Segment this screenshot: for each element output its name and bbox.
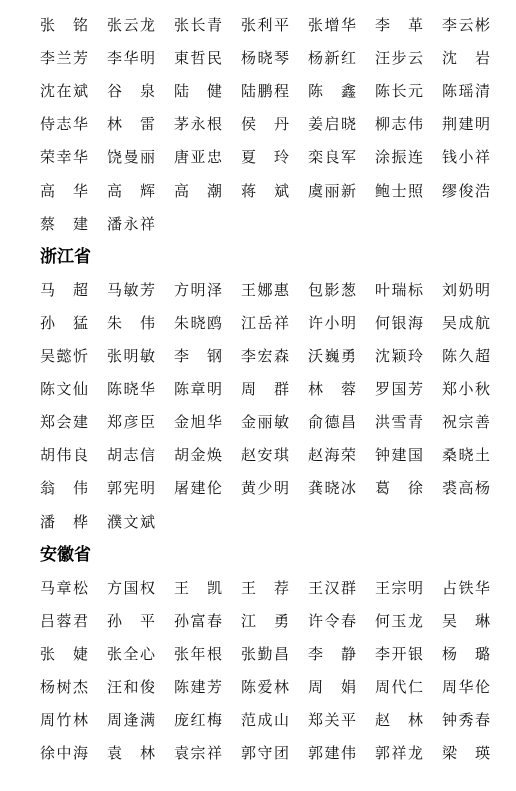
name-row [40, 312, 490, 334]
person-name: 高华 [40, 181, 88, 200]
person-name: 黄少明 [241, 479, 289, 498]
person-name: 孙猛 [40, 313, 88, 332]
name-row [40, 345, 490, 367]
person-name: 张明敏 [107, 347, 155, 365]
person-name: 张增华 [308, 16, 356, 34]
person-name: 金丽敏 [241, 413, 289, 432]
person-name: 陈章明 [174, 380, 222, 399]
person-name: 李华明 [107, 49, 155, 68]
person-name: 李开银 [375, 644, 423, 663]
person-name: 陈瑶清 [442, 82, 490, 101]
person-name: 孙平 [107, 611, 155, 630]
person-name: 夏玲 [241, 148, 289, 167]
person-name: 周娟 [308, 678, 356, 696]
person-name: 周逢满 [107, 711, 155, 730]
person-name: 汪步云 [375, 49, 423, 68]
person-name: 袁林 [107, 744, 155, 763]
person-name: 濮文斌 [107, 512, 155, 531]
person-name: 吴琳 [442, 611, 490, 630]
person-name: 蔡建 [40, 214, 88, 233]
person-name: 许小明 [308, 313, 356, 332]
person-name: 谷泉 [107, 82, 155, 101]
person-name: 徐中海 [40, 744, 88, 763]
person-name: 张全心 [107, 644, 155, 663]
person-name: 荆建明 [442, 115, 490, 134]
name-row [40, 709, 490, 731]
name-row [40, 279, 490, 301]
person-name: 杨璐 [442, 644, 490, 663]
person-name: 马超 [40, 280, 88, 299]
person-name: 吴成航 [442, 313, 490, 332]
person-name: 林雷 [107, 115, 155, 134]
person-name: 钱小祥 [442, 148, 490, 167]
person-name: 龚晓冰 [308, 479, 356, 498]
person-name: 翁伟 [40, 479, 88, 498]
person-name: 俞德昌 [308, 413, 356, 432]
person-name: 饶曼丽 [107, 148, 155, 167]
person-name: 胡金焕 [174, 446, 222, 465]
person-name: 裘高杨 [442, 479, 490, 498]
person-name: 郭祥龙 [375, 744, 423, 763]
person-name: 郑关平 [308, 711, 356, 730]
person-name: 郭守团 [241, 744, 289, 763]
person-name: 王凯 [174, 578, 222, 597]
person-name: 沈岩 [442, 49, 490, 68]
person-name: 陆健 [174, 82, 222, 101]
person-name: 蒋斌 [241, 181, 289, 200]
person-name: 张婕 [40, 644, 88, 663]
name-row [40, 378, 490, 400]
name-row [40, 610, 490, 632]
person-name: 张云龙 [107, 16, 155, 34]
name-row [40, 411, 490, 433]
person-name: 李兰芳 [40, 49, 88, 68]
person-name: 荣幸华 [40, 148, 88, 167]
name-row [40, 213, 490, 235]
person-name: 周华伦 [442, 678, 490, 696]
person-name: 郑会建 [40, 413, 88, 432]
person-name: 周代仁 [375, 678, 423, 696]
person-name: 沃巍勇 [308, 347, 356, 365]
section-heading: 安徽省 [40, 544, 91, 565]
person-name: 唐亚忠 [174, 148, 222, 167]
person-name: 侍志华 [40, 115, 88, 134]
person-name: 潘永祥 [107, 214, 155, 233]
name-row [40, 676, 490, 698]
section-heading: 浙江省 [40, 246, 91, 267]
person-name: 涂振连 [375, 148, 423, 167]
person-name: 陈晓华 [107, 380, 155, 399]
person-name: 鲍士照 [375, 181, 423, 200]
name-row [40, 14, 490, 36]
person-name: 范成山 [241, 711, 289, 730]
person-name: 庞红梅 [174, 711, 222, 730]
person-name: 方国权 [107, 578, 155, 597]
person-name: 袁宗祥 [174, 744, 222, 763]
person-name: 郭建伟 [308, 744, 356, 763]
person-name: 刘奶明 [442, 280, 490, 299]
person-name: 胡志信 [107, 446, 155, 465]
person-name: 赵安琪 [241, 446, 289, 465]
name-row [40, 643, 490, 665]
person-name: 虞丽新 [308, 181, 356, 200]
person-name: 李宏森 [241, 347, 289, 365]
person-name: 张利平 [241, 16, 289, 34]
person-name: 陈久超 [442, 347, 490, 365]
person-name: 屠建伦 [174, 479, 222, 498]
name-row [40, 47, 490, 69]
person-name: 梁瑛 [442, 744, 490, 763]
person-name: 叶瑞标 [375, 280, 423, 299]
person-name: 杨树杰 [40, 678, 88, 696]
person-name: 吕蓉君 [40, 611, 88, 630]
person-name: 占铁华 [442, 578, 490, 597]
name-row [40, 477, 490, 499]
name-row [40, 113, 490, 135]
person-name: 郭宪明 [107, 479, 155, 498]
name-row [40, 80, 490, 102]
person-name: 王荐 [241, 578, 289, 597]
person-name: 王宗明 [375, 578, 423, 597]
person-name: 茅永根 [174, 115, 222, 134]
person-name: 郑彦臣 [107, 413, 155, 432]
person-name: 姜启晓 [308, 115, 356, 134]
person-name: 胡伟良 [40, 446, 88, 465]
person-name: 吴懿忻 [40, 347, 88, 365]
person-name: 沈颖玲 [375, 347, 423, 365]
person-name: 潘桦 [40, 512, 88, 531]
person-name: 東哲民 [174, 49, 222, 68]
name-row [40, 444, 490, 466]
person-name: 缪俊浩 [442, 181, 490, 200]
person-name: 江岳祥 [241, 313, 289, 332]
person-name: 包影葱 [308, 280, 356, 299]
person-name: 葛徐 [375, 479, 423, 498]
person-name: 方明泽 [174, 280, 222, 299]
person-name: 何银海 [375, 313, 423, 332]
person-name: 张长青 [174, 16, 222, 34]
person-name: 李革 [375, 16, 423, 34]
person-name: 陆鹏程 [241, 82, 289, 101]
person-name: 汪和俊 [107, 678, 155, 696]
person-name: 栾良军 [308, 148, 356, 167]
person-name: 朱伟 [107, 313, 155, 332]
name-row [40, 511, 490, 533]
person-name: 周竹林 [40, 711, 88, 730]
name-row [40, 180, 490, 202]
person-name: 江勇 [241, 611, 289, 630]
person-name: 陈建芳 [174, 678, 222, 696]
person-name: 王汉群 [308, 578, 356, 597]
person-name: 许令春 [308, 611, 356, 630]
person-name: 钟建国 [375, 446, 423, 465]
person-name: 罗国芳 [375, 380, 423, 399]
person-name: 张勤昌 [241, 644, 289, 663]
name-row [40, 742, 490, 764]
person-name: 李静 [308, 644, 356, 663]
person-name: 高潮 [174, 181, 222, 200]
person-name: 洪雪青 [375, 413, 423, 432]
person-name: 何玉龙 [375, 611, 423, 630]
person-name: 孙富春 [174, 611, 222, 630]
person-name: 侯丹 [241, 115, 289, 134]
person-name: 周群 [241, 380, 289, 399]
person-name: 陈文仙 [40, 380, 88, 399]
person-name: 张铭 [40, 16, 88, 34]
person-name: 朱晓鸥 [174, 313, 222, 332]
person-name: 杨新红 [308, 49, 356, 68]
person-name: 马敏芳 [107, 280, 155, 299]
name-row [40, 577, 490, 599]
person-name: 赵海荣 [308, 446, 356, 465]
person-name: 杨晓琴 [241, 49, 289, 68]
person-name: 陈鑫 [308, 82, 356, 101]
person-name: 李钢 [174, 347, 222, 365]
name-row [40, 146, 490, 168]
person-name: 高辉 [107, 181, 155, 200]
person-name: 林蓉 [308, 380, 356, 399]
person-name: 金旭华 [174, 413, 222, 432]
person-name: 张年根 [174, 644, 222, 663]
person-name: 祝宗善 [442, 413, 490, 432]
person-name: 陈爱林 [241, 678, 289, 696]
person-name: 赵林 [375, 711, 423, 730]
person-name: 桑晓土 [442, 446, 490, 465]
person-name: 马章松 [40, 578, 88, 597]
person-name: 陈长元 [375, 82, 423, 101]
person-name: 王娜惠 [241, 280, 289, 299]
person-name: 沈在斌 [40, 82, 88, 101]
person-name: 钟秀春 [442, 711, 490, 730]
person-name: 李云彬 [442, 16, 490, 34]
person-name: 柳志伟 [375, 115, 423, 134]
person-name: 郑小秋 [442, 380, 490, 399]
